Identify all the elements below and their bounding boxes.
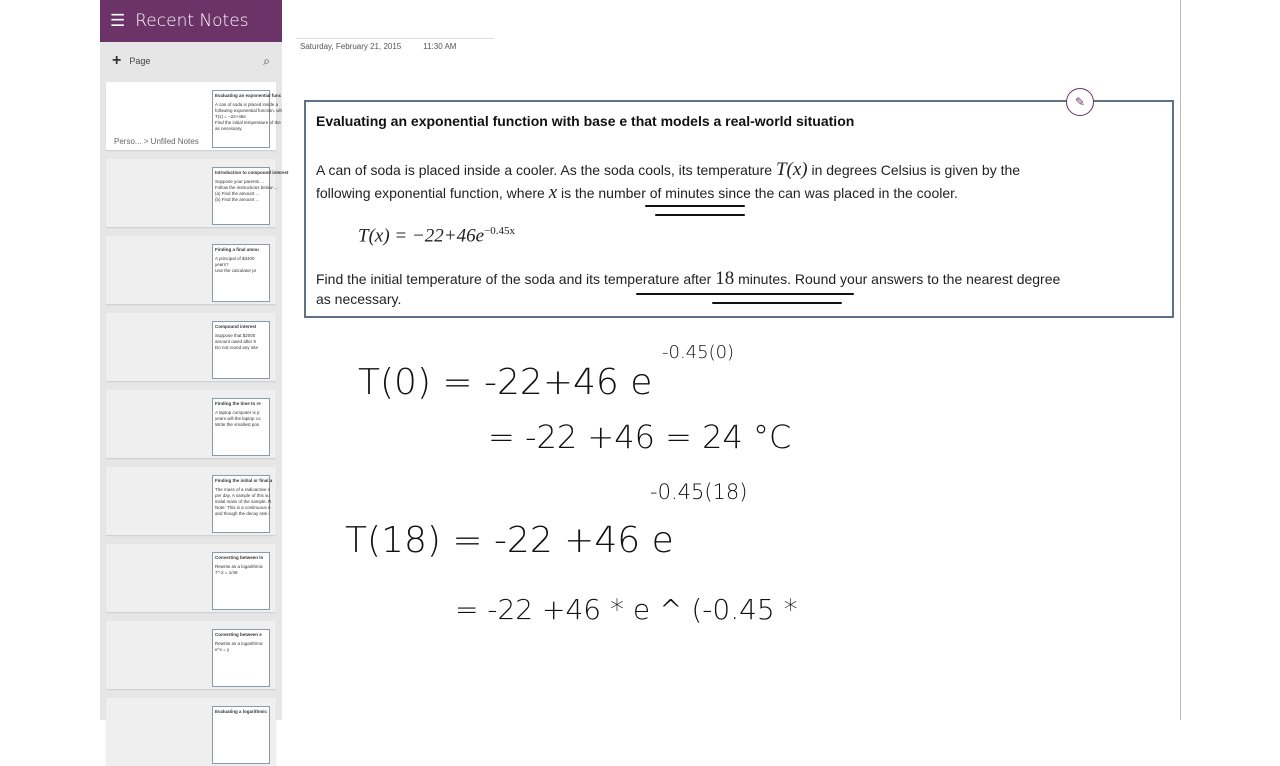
problem-box [304,100,1174,318]
sidebar [100,0,289,720]
page-card[interactable] [106,236,276,304]
thumb-line: Suppose that $2000 [215,333,256,338]
hamburger-menu-icon[interactable]: ☰ [110,11,126,31]
thumb-line: Use the calculator pr [215,268,257,273]
text: A can of soda is placed inside a cooler. As the soda cools, its temperature [316,162,776,178]
page-thumbnail [212,552,270,610]
pen-icon[interactable]: ✎ [1066,88,1094,116]
text: following exponential function, where [316,185,549,201]
page-date [296,38,494,51]
thumb-title: Evaluating a logarithmic [215,709,268,714]
thumb-line: The mass of a radioactive s [215,487,271,492]
math-x: x [548,182,558,203]
problem-text-line1 [316,158,1166,182]
thumb-line: Find the initial temperature of the [215,120,281,125]
thumb-line: amount owed after 5 [215,339,257,344]
thumb-line: (a) Find the amount ... [215,191,260,196]
thumb-title: Converting between e [215,632,262,637]
thumb-title: Evaluating an exponential func [215,93,282,98]
thumb-line: A laptop computer is p [215,410,260,415]
ink-line-1-exponent: -0.45(0) [662,342,735,363]
page-thumbnail [212,321,270,379]
thumb-line: years will the laptop co [215,416,261,421]
add-page-button[interactable]: Page [129,56,151,66]
problem-text-line2 [316,181,1166,205]
thumb-line: initial mass of the sample. R [215,499,272,504]
add-page-icon[interactable]: + [112,52,122,69]
text: Find the initial temperature of the soda and its temperature after [316,271,716,287]
text: minutes. Round your answers to the nearest degree [734,271,1061,287]
ink-line-3: T(18) = -22 +46 e [345,520,674,561]
page-thumbnail [212,90,283,148]
math-Tx: T(x) [775,159,808,180]
ink-underline [655,214,745,216]
thumb-line: per day. A sample of this su [215,493,270,498]
thumb-line: following exponential function, wh [215,108,283,113]
page-thumbnail [212,629,270,687]
thumb-title: Compound interest [215,324,257,329]
page-card[interactable] [106,467,276,535]
text: is the number of minutes since the can was placed in the cooler. [557,185,958,201]
search-icon[interactable]: ⌕ [263,53,270,68]
page-time-text: 11:30 AM [423,42,457,51]
sidebar-title: Recent Notes [135,11,249,31]
page-thumbnail [212,398,270,456]
page-date-text: Saturday, February 21, 2015 [300,42,402,51]
formula-base: T(x) = −22+46e [358,225,485,247]
page-card[interactable] [106,544,276,612]
thumb-title: Finding a final amou [215,247,259,252]
formula-exponent: −0.45x [484,225,516,237]
thumb-line: T(x) = −22+46e [215,114,246,119]
page-thumbnail [212,244,270,302]
page-card[interactable] [106,313,276,381]
thumb-line: Rewrite as a logarithmic [215,641,264,646]
sidebar-header [100,0,282,42]
ink-underline [645,205,745,207]
ink-line-3-exponent: -0.45(18) [650,480,748,504]
thumb-title: Finding the time to re [215,401,261,406]
thumb-line: and though the decay rate i [215,511,270,516]
page-card[interactable] [106,698,276,766]
page-thumbnail [212,706,270,764]
thumb-line: Follow the instructions below ... [215,185,278,190]
problem-title: Evaluating an exponential function with base e that models a real-world situation [316,113,855,129]
thumb-line: Do not round any inte [215,345,259,350]
thumb-line: 7^-2 = 1/49 [215,570,238,575]
page-card[interactable] [106,159,289,227]
thumb-line: Rewrite as a logarithmic [215,564,264,569]
page-thumbnail [212,475,273,533]
divider [1180,0,1181,720]
thumb-line: years? [215,262,229,267]
thumb-title: Introduction to compound interest [215,170,289,175]
ink-underline [636,293,854,295]
page-card[interactable] [106,82,283,150]
thumb-title: Converting between lo [215,555,264,560]
thumb-line: e^x = y [215,647,230,652]
ink-line-2: = -22 +46 = 24 °C [488,418,792,456]
breadcrumb: Perso... > Unfiled Notes [114,137,199,146]
sidebar-toolbar [100,42,282,80]
ink-line-1: T(0) = -22+46 e [358,362,653,403]
thumb-line: as necessary. [215,126,243,131]
ink-line-4: = -22 +46 * e ^ (-0.45 * [455,593,798,626]
thumb-line: (b) Find the amount ... [215,197,260,202]
page-card[interactable] [106,621,276,689]
thumb-line: A can of soda is placed inside a [215,102,279,107]
question-line2: as necessary. [316,291,402,307]
thumb-line: Write the smallest pos [215,422,260,427]
thumb-title: Finding the initial or final a [215,478,273,483]
page-thumbnail [212,167,289,225]
thumb-line: Note: This is a continuous e [215,505,271,510]
thumb-line: A principal of $3400 [215,256,255,261]
text: in degrees Celsius is given by the [807,162,1021,178]
math-18: 18 [715,268,735,289]
ink-underline [712,302,842,304]
page-card[interactable] [106,390,276,458]
formula [358,225,515,247]
thumb-line: Suppose your parents ... [215,179,265,184]
